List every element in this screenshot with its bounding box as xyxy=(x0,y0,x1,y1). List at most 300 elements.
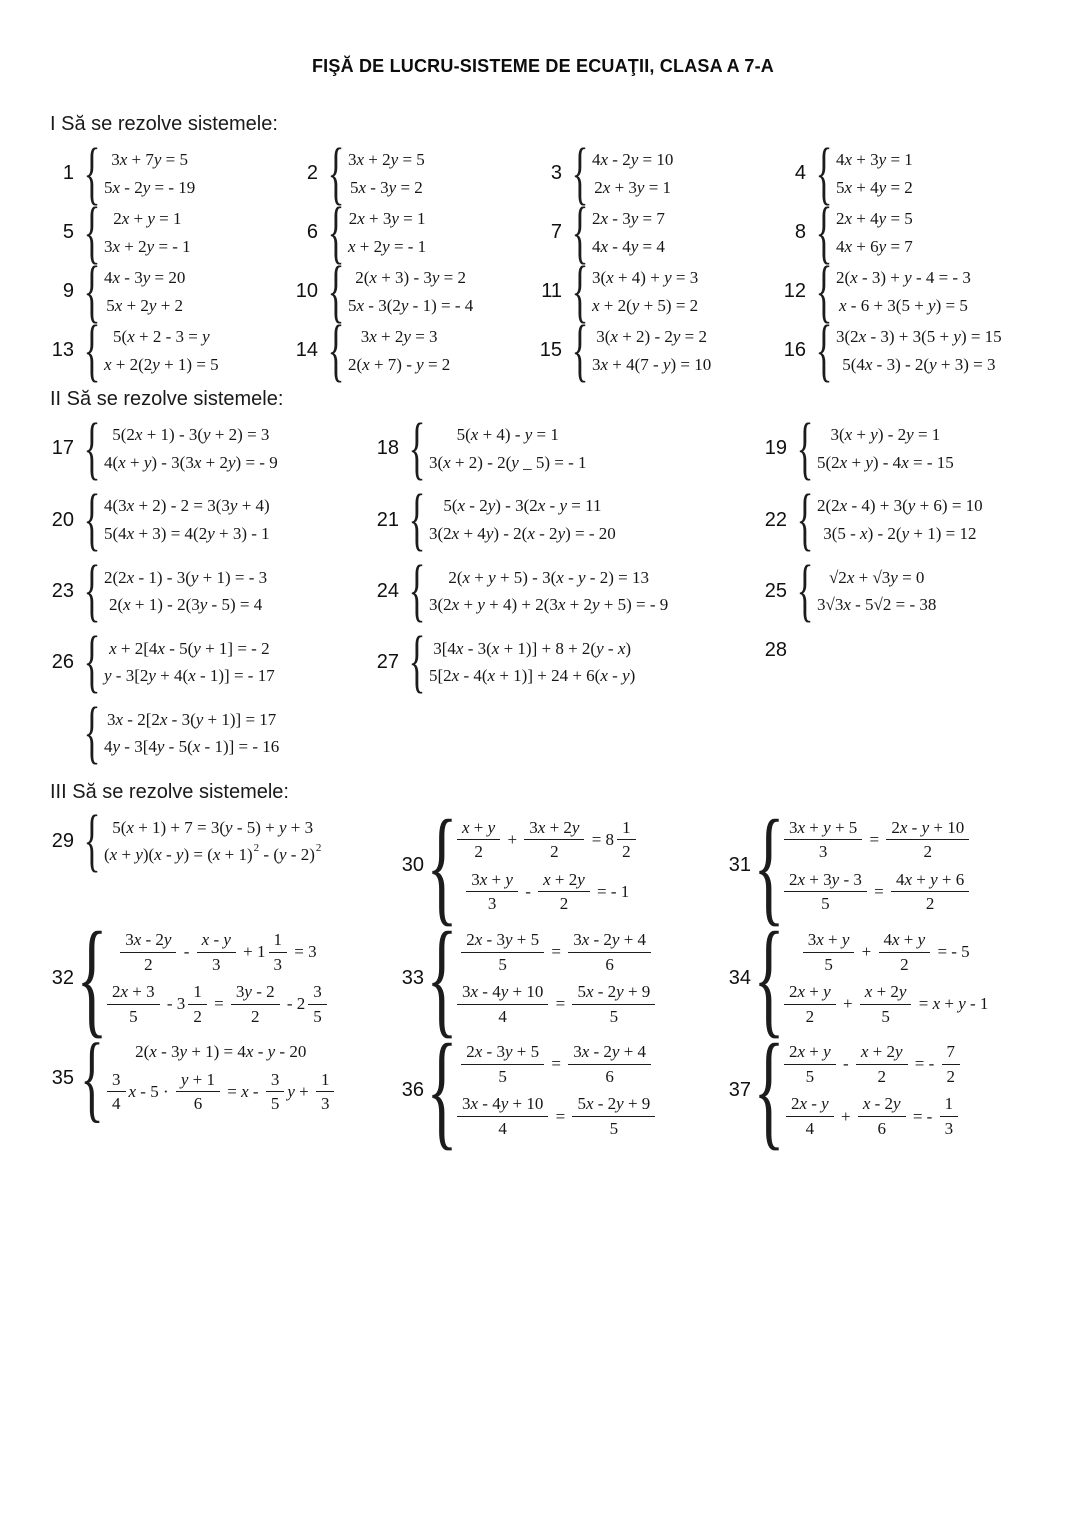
fraction-denominator: 2 xyxy=(805,1006,815,1026)
fraction xyxy=(858,1094,906,1138)
fraction xyxy=(266,1070,285,1114)
system-equations xyxy=(348,327,450,374)
problem-25: 25 { √2x + √3y = 0 3√3x - 5√2 = - 38 xyxy=(761,568,1066,615)
equation xyxy=(348,178,425,198)
fraction-numerator: 1 xyxy=(316,1070,335,1093)
problem-cell xyxy=(48,311,292,389)
fraction-numerator: 2x + 3y - 3 xyxy=(784,870,867,893)
fraction-numerator: 7 xyxy=(942,1042,961,1065)
math-text: 5x - 2y = - 19 xyxy=(104,177,196,197)
fraction xyxy=(860,982,912,1026)
fraction-denominator: 5 xyxy=(609,1006,619,1026)
fraction xyxy=(466,870,518,914)
problem-20: 20 { 4(3x + 2) - 2 = 3(3y + 4) 5(4x + 3) = 4(2y + 3) - 1 xyxy=(48,496,373,543)
problem-7: 7 { 2x - 3y = 7 4x - 4y = 4 xyxy=(536,209,780,256)
sections-container xyxy=(48,113,1066,1163)
problem-cell xyxy=(48,193,292,271)
math-text: 4x + 6y = 7 xyxy=(836,236,913,256)
equation xyxy=(836,327,1002,347)
problem-cell xyxy=(780,193,1066,271)
fraction xyxy=(316,1070,335,1114)
system-equations xyxy=(429,425,587,472)
fraction xyxy=(231,982,280,1026)
math-text: + xyxy=(857,942,876,962)
fraction xyxy=(107,1070,126,1114)
problems-row xyxy=(48,793,1066,938)
math-text: 5(4x - 3) - 2(y + 3) = 3 xyxy=(842,354,996,374)
fraction-denominator: 3 xyxy=(944,1118,954,1138)
equation xyxy=(104,710,279,730)
problem-cell xyxy=(780,311,1066,389)
problem-10: 10 { 2(x + 3) - 3y = 2 5x - 3(2y - 1) = - 4 xyxy=(292,268,536,315)
fraction xyxy=(197,930,236,974)
math-text: = - xyxy=(910,1054,939,1074)
system-equations xyxy=(104,1042,337,1114)
math-text: = xyxy=(551,994,570,1014)
system-equations xyxy=(104,639,275,686)
math-text: - (y - 2) xyxy=(259,845,315,865)
equation xyxy=(836,178,913,198)
math-text: 2(2x - 4) + 3(y + 6) = 10 xyxy=(817,496,983,516)
equation xyxy=(592,209,665,229)
fraction-denominator: 5 xyxy=(805,1066,815,1086)
equation xyxy=(592,355,711,375)
math-text: 3x + 2y = 5 xyxy=(348,150,425,169)
problem-cell xyxy=(48,481,373,559)
math-text: 2x + 4y = 5 xyxy=(836,209,913,229)
system-equations xyxy=(104,327,219,374)
problem-number: 29 xyxy=(51,829,74,852)
fraction-denominator: 3 xyxy=(818,842,828,862)
problems-row xyxy=(48,623,1066,701)
equation xyxy=(592,327,711,347)
problem-19: 19 { 3(x + y) - 2y = 1 5(2x + y) - 4x = - 15 xyxy=(761,425,1066,472)
equation xyxy=(104,595,267,615)
system-equations xyxy=(104,150,195,197)
problem-cell xyxy=(761,639,1066,662)
problem-number: 6 xyxy=(306,221,318,244)
problem-extra: { 3x - 2[2x - 3(y + 1)] = 17 4y - 3[4y - 5(x - 1)] = - 16 xyxy=(83,694,280,772)
equation xyxy=(429,496,616,516)
fraction xyxy=(457,818,500,862)
math-text: y - 3[2y + 4(x - 1)] = - 17 xyxy=(104,666,275,686)
equation xyxy=(817,524,983,544)
problem-number: 18 xyxy=(376,437,399,460)
equation xyxy=(104,1070,337,1114)
problem-number: 8 xyxy=(794,221,806,244)
fraction-denominator: 4 xyxy=(498,1006,507,1026)
math-text: 3(2x + y + 4) + 2(3x + 2y + 5) = - 9 xyxy=(429,595,669,615)
fraction-numerator: 2x - 3y + 5 xyxy=(461,1042,544,1065)
fraction-denominator: 5 xyxy=(498,954,507,974)
equation xyxy=(592,268,698,288)
equation xyxy=(817,425,954,445)
equation xyxy=(104,178,195,198)
problem-number: 33 xyxy=(401,966,424,989)
fraction xyxy=(457,1094,548,1138)
problem-cell xyxy=(48,1024,398,1133)
problem-number: 25 xyxy=(764,579,787,602)
problem-number: 24 xyxy=(376,579,399,602)
equation xyxy=(836,237,913,257)
fraction-denominator: 3 xyxy=(320,1094,330,1114)
math-text: = xyxy=(547,942,566,962)
fraction xyxy=(572,1094,655,1138)
problem-number: 19 xyxy=(764,437,787,460)
problem-number: 7 xyxy=(550,221,562,244)
problem-cell xyxy=(761,481,1066,559)
problem-36: 36 { $\frac{2x - 3y + 5}{5}$ = $\frac{3x - 2y + 4}{6}$ $\frac{3x - 4y + 10}{4}$ = $\frac{5x - 2y + 9}{5}$ xyxy=(398,1042,725,1138)
fraction xyxy=(784,1042,836,1086)
section-heading-III: III Să se rezolve sistemele: xyxy=(50,780,289,803)
problem-number: 34 xyxy=(728,966,751,989)
problem-number: 4 xyxy=(794,162,806,185)
problem-16: 16 { 3(2x - 3) + 3(5 + y) = 15 5(4x - 3) - 2(y + 3) = 3 xyxy=(780,327,1066,374)
fraction xyxy=(784,818,862,862)
fraction-numerator: 4x + y xyxy=(879,930,931,953)
problem-32: 32 { $\frac{3x - 2y}{2}$ - $\frac{x - y}{3}$ + 1 $\frac{1}{3}$ = 3 $\frac{2x + 3}{5}$ - 3 $\frac{1}{2}$ = $\frac{3y - 2}{2}$ - 2 $\frac{3}{5}$ xyxy=(48,930,398,1026)
math-text: 3(x + 4) + y = 3 xyxy=(592,268,699,288)
fraction-denominator: 2 xyxy=(193,1006,202,1026)
fraction-numerator: 2x + y xyxy=(784,982,836,1005)
equation xyxy=(429,524,616,544)
equation xyxy=(104,327,219,347)
math-text: x + 2(2y + 1) = 5 xyxy=(104,354,219,374)
fraction-numerator: 3x + y xyxy=(466,870,518,893)
math-text: = - xyxy=(908,1106,937,1126)
equation xyxy=(454,1094,658,1138)
equation xyxy=(781,818,972,862)
math-text: 5(x + 4) - y = 1 xyxy=(456,425,559,445)
fraction xyxy=(461,930,544,974)
math-text: x + 2[4x - 5(y + 1] = - 2 xyxy=(109,638,270,658)
fraction-denominator: 2 xyxy=(622,842,631,862)
section-II xyxy=(48,388,1066,772)
problem-cell xyxy=(780,252,1066,330)
equation xyxy=(836,209,913,229)
fraction-denominator: 5 xyxy=(129,1006,138,1026)
math-text: x + 2(y + 5) = 2 xyxy=(592,295,699,315)
problem-18: 18 { 5(x + 4) - y = 1 3(x + 2) - 2(y _ 5) = - 1 xyxy=(373,425,761,472)
math-text: (x + y)(x - y) = (x + 1) xyxy=(104,845,253,865)
equation xyxy=(104,453,278,473)
math-text: 2(x + 7) - y = 2 xyxy=(348,354,451,374)
equation xyxy=(104,1042,337,1062)
problem-cell xyxy=(292,311,536,389)
fraction xyxy=(308,982,327,1026)
equation xyxy=(781,930,988,974)
math-text: 3x - 2[2x - 3(y + 1)] = 17 xyxy=(106,709,277,729)
equation xyxy=(781,1094,963,1138)
math-text: 5x - 3y = 2 xyxy=(349,177,423,197)
fraction-denominator: 5 xyxy=(824,954,833,974)
fraction-numerator: 3 xyxy=(266,1070,285,1093)
system-equations xyxy=(817,568,936,615)
problem-cell xyxy=(373,623,761,701)
math-text: 2(x + 1) - 2(3y - 5) = 4 xyxy=(108,595,263,615)
problem-34: 34 { $\frac{3x + y}{5}$ + $\frac{4x + y}{2}$ = - 5 $\frac{2x + y}{2}$ + $\frac{x + 2y}{5}$ = x + y - 1 xyxy=(725,930,1066,1026)
problem-number: 31 xyxy=(728,854,751,877)
math-text: √2x + √3y = 0 xyxy=(828,567,925,587)
equation xyxy=(817,568,936,588)
system-equations xyxy=(836,150,913,197)
math-text: 3x + 4(7 - y) = 10 xyxy=(592,354,712,374)
problem-cell xyxy=(536,134,780,212)
equation xyxy=(104,639,275,659)
equation xyxy=(817,496,983,516)
problem-29: 29 { 5(x + 1) + 7 = 3(y - 5) + y + 3 (x + y)(x - y) = (x + 1) $^2$ - (y - 2) $^2$ xyxy=(48,818,398,865)
problem-number: 10 xyxy=(295,280,318,303)
problems-row xyxy=(48,134,1066,212)
math-text: 2(x - 3) + y - 4 = - 3 xyxy=(836,268,971,288)
problem-number: 3 xyxy=(550,162,562,185)
problem-number: 11 xyxy=(541,280,562,303)
fraction-denominator: 2 xyxy=(550,842,559,862)
problems-row xyxy=(48,481,1066,559)
problem-3: 3 { 4x - 2y = 10 2x + 3y = 1 xyxy=(536,150,780,197)
fraction-numerator: 3x + y + 5 xyxy=(784,818,862,841)
problem-30: 30 { $\frac{x + y}{2}$ + $\frac{3x + 2y}{2}$ = 8 $\frac{1}{2}$ $\frac{3x + y}{3}$ - $\frac{x + 2y}{2}$ = - 1 xyxy=(398,818,725,914)
problem-26: 26 { x + 2[4x - 5(y + 1] = - 2 y - 3[2y + 4(x - 1)] = - 17 xyxy=(48,639,373,686)
problem-number: 1 xyxy=(62,162,74,185)
fraction-numerator: 3y - 2 xyxy=(231,982,280,1005)
exponent: 2 xyxy=(315,842,322,855)
math-text: 2(x + y + 5) - 3(x - y - 2) = 13 xyxy=(448,567,649,587)
problem-number: 35 xyxy=(51,1066,74,1089)
math-text: 3(x + y) - 2y = 1 xyxy=(830,425,941,445)
fraction xyxy=(457,982,548,1026)
equation xyxy=(348,150,425,170)
problem-number: 27 xyxy=(376,650,399,673)
fraction xyxy=(269,930,288,974)
problems-row xyxy=(48,906,1066,1051)
math-text: 2x + y = 1 xyxy=(113,209,182,229)
fraction-denominator: 2 xyxy=(877,1066,886,1086)
problem-21: 21 { 5(x - 2y) - 3(2x - y = 11 3(2x + 4y) - 2(x - 2y) = - 20 xyxy=(373,496,761,543)
problem-28 xyxy=(761,639,1066,662)
fraction-denominator: 5 xyxy=(498,1066,507,1086)
math-text: 5x + 4y = 2 xyxy=(836,177,913,197)
system-equations xyxy=(104,209,191,256)
equation xyxy=(429,425,587,445)
math-text: 2(2x - 1) - 3(y + 1) = - 3 xyxy=(104,567,268,587)
equation xyxy=(454,870,639,914)
fraction-numerator: 2x - y xyxy=(786,1094,834,1117)
math-text: 4x + 3y = 1 xyxy=(836,150,913,169)
fraction-denominator: 5 xyxy=(313,1006,322,1026)
fraction-denominator: 4 xyxy=(498,1118,507,1138)
math-text: 3(2x + 4y) - 2(x - 2y) = - 20 xyxy=(429,524,616,544)
math-text: = 8 xyxy=(587,830,615,850)
fraction xyxy=(891,870,969,914)
fraction-denominator: 4 xyxy=(805,1118,815,1138)
math-text: 3[4x - 3(x + 1)] + 8 + 2(y - x) xyxy=(433,638,632,658)
section-III xyxy=(48,780,1066,1163)
problems-row xyxy=(48,694,1066,772)
math-text: 3x + 2y = 3 xyxy=(360,327,438,347)
system-equations xyxy=(592,268,698,315)
math-text: 5(4x + 3) = 4(2y + 3) - 1 xyxy=(104,524,270,544)
fraction xyxy=(461,1042,544,1086)
fraction-numerator: 4x + y + 6 xyxy=(891,870,969,893)
equation xyxy=(817,453,954,473)
equation xyxy=(454,1042,658,1086)
equation xyxy=(348,327,450,347)
system-equations xyxy=(781,930,988,1026)
worksheet-title: FIŞĂ DE LUCRU-SISTEME DE ECUAŢII, CLASA A 7-A xyxy=(311,56,774,76)
math-text: = xyxy=(209,994,228,1014)
math-text: 4(x + y) - 3(3x + 2y) = - 9 xyxy=(104,452,278,472)
equation xyxy=(592,178,673,198)
problem-14: 14 { 3x + 2y = 3 2(x + 7) - y = 2 xyxy=(292,327,536,374)
section-heading-II: II Să se rezolve sistemele: xyxy=(50,388,284,411)
system-equations xyxy=(104,818,321,865)
equation xyxy=(592,296,698,316)
equation xyxy=(104,818,321,838)
equation xyxy=(429,595,668,615)
math-text: - xyxy=(520,882,536,902)
system-equations xyxy=(836,209,913,256)
equation xyxy=(429,453,587,473)
math-text: - 3 xyxy=(162,994,186,1014)
fraction-numerator: 3x - 2y + 4 xyxy=(568,1042,651,1065)
problem-35: 35 { 2(x - 3y + 1) = 4x - y - 20 $\frac{3}{4}$ x - 5 · $\frac{y + 1}{6}$ = x - $\frac{3}{5}$ y + $\frac{1}{3}$ xyxy=(48,1042,398,1114)
problem-cell xyxy=(725,1018,1066,1163)
math-text: = - 5 xyxy=(933,942,970,962)
section-heading-I: I Să se rezolve sistemele: xyxy=(50,113,278,135)
problem-cell xyxy=(48,134,292,212)
math-text: 2x + 3y = 1 xyxy=(348,209,426,229)
system-equations xyxy=(104,710,279,757)
fraction-denominator: 2 xyxy=(923,842,933,862)
problem-number: 14 xyxy=(295,339,318,362)
math-text: 3x + 7y = 5 xyxy=(111,150,189,169)
problem-cell xyxy=(48,906,398,1051)
problem-cell xyxy=(292,252,536,330)
equation xyxy=(836,150,913,170)
math-text: 2(x - 3y + 1) = 4x - y - 20 xyxy=(135,1042,307,1062)
problem-6: 6 { 2x + 3y = 1 x + 2y = - 1 xyxy=(292,209,536,256)
problems-row xyxy=(48,193,1066,271)
problem-cell xyxy=(373,481,761,559)
system-equations xyxy=(429,639,635,686)
equation xyxy=(429,568,668,588)
problem-27: 27 { 3[4x - 3(x + 1)] + 8 + 2(y - x) 5[2x - 4(x + 1)] + 24 + 6(x - y) xyxy=(373,639,761,686)
equation xyxy=(454,818,639,862)
fraction-denominator: 3 xyxy=(273,954,282,974)
problem-number: 15 xyxy=(539,339,562,362)
fraction-denominator: 2 xyxy=(925,894,935,914)
problem-cell xyxy=(292,193,536,271)
math-text: = - 1 xyxy=(592,882,630,902)
system-equations xyxy=(104,425,278,472)
fraction xyxy=(617,818,636,862)
problem-number: 28 xyxy=(764,638,787,661)
fraction-denominator: 2 xyxy=(474,842,483,862)
problem-17: 17 { 5(2x + 1) - 3(y + 2) = 3 4(x + y) - 3(3x + 2y) = - 9 xyxy=(48,425,373,472)
equation xyxy=(348,268,473,288)
math-text: 5(x + 2 - 3 = y xyxy=(113,327,210,347)
problems-row xyxy=(48,1018,1066,1163)
math-text: 5(2x + 1) - 3(y + 2) = 3 xyxy=(112,425,270,445)
fraction-numerator: x + 2y xyxy=(856,1042,908,1065)
fraction xyxy=(879,930,931,974)
fraction xyxy=(120,930,176,974)
fraction-denominator: 6 xyxy=(877,1118,886,1138)
equation xyxy=(104,296,185,316)
problem-24: 24 { 2(x + y + 5) - 3(x - y - 2) = 13 3(2x + y + 4) + 2(3x + 2y + 5) = - 9 xyxy=(373,568,761,615)
fraction-denominator: 5 xyxy=(821,894,830,914)
math-text: 2x + 3y = 1 xyxy=(594,177,672,197)
system-equations xyxy=(104,268,185,315)
fraction-numerator: x + 2y xyxy=(538,870,590,893)
equation xyxy=(429,639,635,659)
math-text: 5x + 2y + 2 xyxy=(106,295,184,315)
fraction-denominator: 3 xyxy=(212,954,221,974)
problem-cell xyxy=(761,409,1066,487)
math-text: 3(x + 2) - 2(y _ 5) = - 1 xyxy=(429,452,587,472)
fraction xyxy=(784,870,867,914)
math-text: 5(x + 1) + 7 = 3(y - 5) + y + 3 xyxy=(112,817,314,837)
fraction-numerator: 3 xyxy=(308,982,327,1005)
equation xyxy=(104,666,275,686)
problem-2: 2 { 3x + 2y = 5 5x - 3y = 2 xyxy=(292,150,536,197)
problem-cell xyxy=(48,694,373,772)
problems-row xyxy=(48,252,1066,330)
problem-22: 22 { 2(2x - 4) + 3(y + 6) = 10 3(5 - x) - 2(y + 1) = 12 xyxy=(761,496,1066,543)
system-equations xyxy=(348,150,425,197)
equation xyxy=(817,595,936,615)
math-text: 4x - 2y = 10 xyxy=(592,150,674,169)
system-equations xyxy=(836,268,971,315)
equation xyxy=(348,237,426,257)
problem-cell xyxy=(48,552,373,630)
math-text: + xyxy=(503,830,522,850)
problem-cell xyxy=(536,252,780,330)
system-equations xyxy=(781,818,972,914)
system-equations xyxy=(592,209,665,256)
math-text: - xyxy=(179,942,194,962)
problem-cell xyxy=(780,134,1066,212)
fraction xyxy=(786,1094,834,1138)
equation xyxy=(104,237,191,257)
system-equations xyxy=(454,930,658,1026)
problem-31: 31 { $\frac{3x + y + 5}{3}$ = $\frac{2x - y + 10}{2}$ $\frac{2x + 3y - 3}{5}$ = $\frac{4x + y + 6}{2}$ xyxy=(725,818,1066,914)
fraction-numerator: 1 xyxy=(617,818,636,841)
problem-number: 2 xyxy=(306,162,318,185)
math-text: 5(2x + y) - 4x = - 15 xyxy=(817,452,954,472)
problem-4: 4 { 4x + 3y = 1 5x + 4y = 2 xyxy=(780,150,1066,197)
math-text: = xyxy=(865,830,884,850)
problem-number: 21 xyxy=(376,508,399,531)
fraction-denominator: 4 xyxy=(112,1094,121,1114)
problem-number: 37 xyxy=(728,1078,751,1101)
equation xyxy=(454,982,658,1026)
fraction-numerator: 2x + 3 xyxy=(107,982,160,1005)
fraction xyxy=(188,982,207,1026)
system-equations xyxy=(454,1042,658,1138)
fraction-numerator: 5x - 2y + 9 xyxy=(572,982,655,1005)
fraction-numerator: 2x - 3y + 5 xyxy=(461,930,544,953)
equation xyxy=(781,870,972,914)
equation xyxy=(781,982,988,1026)
fraction xyxy=(803,930,855,974)
fraction xyxy=(568,930,651,974)
fraction-denominator: 6 xyxy=(605,1066,614,1086)
system-equations xyxy=(429,568,668,615)
problem-cell xyxy=(725,793,1066,938)
fraction-denominator: 2 xyxy=(251,1006,260,1026)
